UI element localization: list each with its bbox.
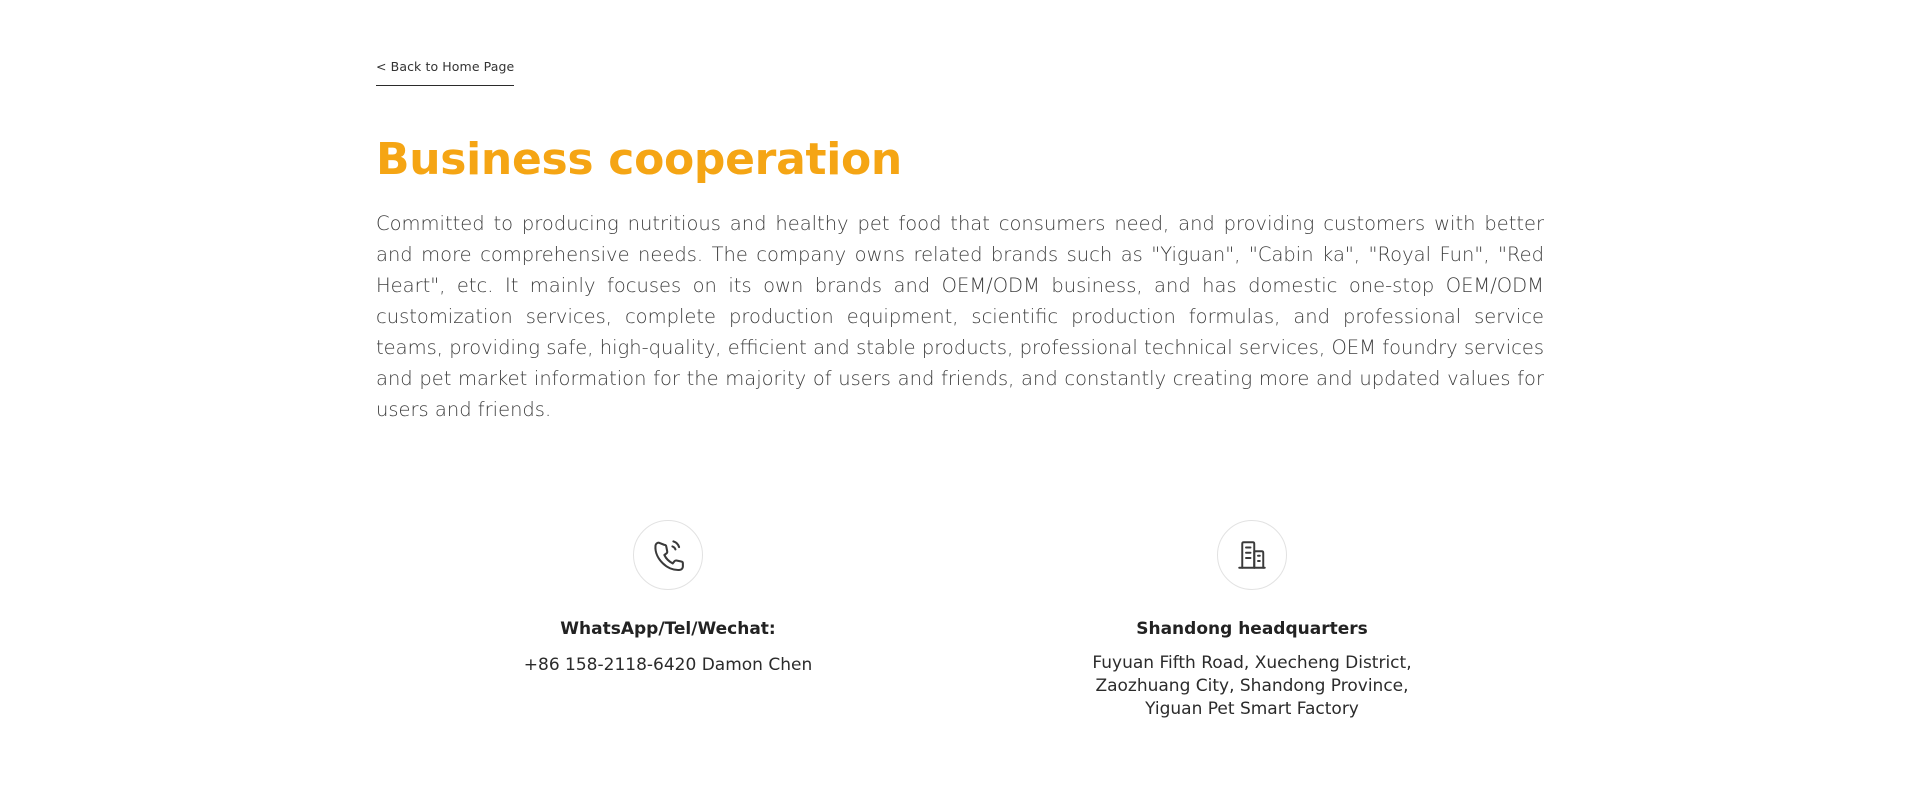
contact-address [1092, 652, 1411, 721]
contact-address-line: Yiguan Pet Smart Factory [1145, 699, 1359, 719]
content-column [376, 0, 1544, 425]
contact-address-line: Fuyuan Fifth Road, Xuecheng District, [1092, 653, 1412, 673]
contacts-section [376, 520, 1544, 721]
contact-address-line: Zaozhuang City, Shandong Province, [1095, 676, 1409, 696]
office-building-icon [1217, 520, 1287, 590]
contact-block-headquarters [960, 520, 1544, 721]
contact-label: Shandong headquarters [1136, 619, 1368, 639]
page-title: Business cooperation [376, 134, 902, 185]
contact-value[interactable]: +86 158-2118-6420 Damon Chen [523, 655, 813, 675]
back-link-container [376, 56, 514, 86]
contact-block-phone [376, 520, 960, 721]
phone-call-icon [633, 520, 703, 590]
back-to-home-link[interactable]: < Back to Home Page [376, 59, 514, 86]
intro-paragraph: Committed to producing nutritious and healthy pet food that consumers need, and providing customers with better and more comprehensive needs. The company owns related brands such as "Yiguan", "Cabin ka", "Royal Fun", "Red Heart", etc. It mainly focuses on its own brands and OEM/ODM business, and has domestic one-stop OEM/ODM customization services, complete production equipment, scientific production formulas, and professional service teams, providing safe, high-quality, efficient and stable products, professional technical services, OEM foundry services and pet market information for the majority of users and friends, and constantly creating more and updated values for users and friends. [376, 212, 1544, 421]
contact-label: WhatsApp/Tel/Wechat: [560, 619, 776, 639]
